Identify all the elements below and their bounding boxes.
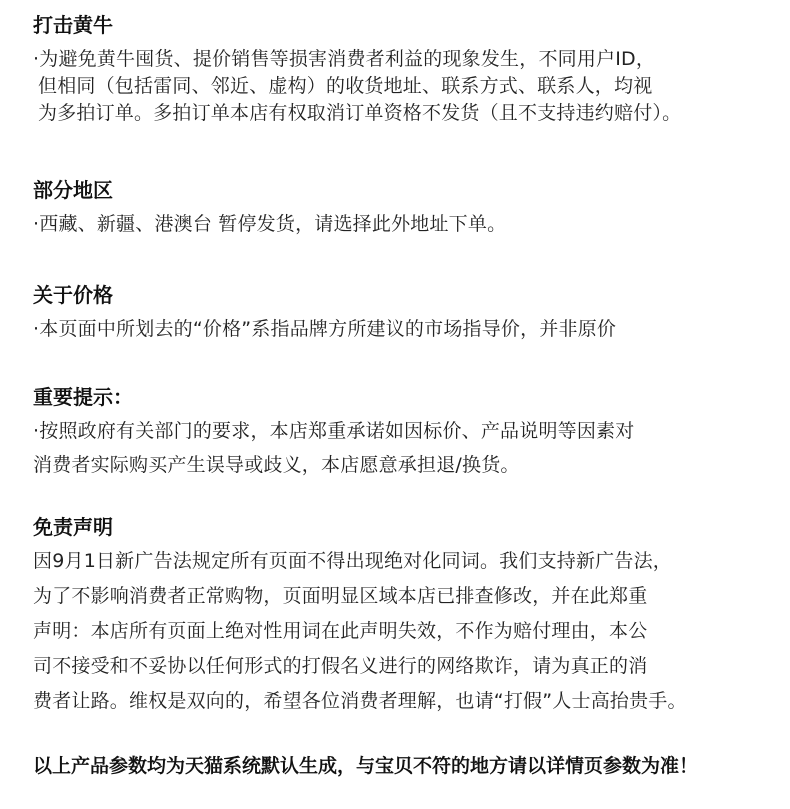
- footer-note: 以上产品参数均为天猫系统默认生成，与宝贝不符的地方请以详情页参数为准！: [33, 755, 699, 777]
- notice-section-title: 重要提示：: [33, 385, 133, 409]
- disclaimer-section-title: 免责声明: [33, 515, 113, 539]
- notice-line-2: 消费者实际购买产生误导或歧义，本店愿意承担退/换货。: [33, 454, 520, 476]
- scalper-line-1: ·为避免黄牛囤货、提价销售等损害消费者利益的现象发生，不同用户ID，: [33, 48, 656, 70]
- scalper-line-2: 但相同（包括雷同、邻近、虚构）的收货地址、联系方式、联系人，均视: [38, 75, 653, 97]
- region-line-1: ·西藏、新疆、港澳台 暂停发货，请选择此外地址下单。: [33, 213, 507, 235]
- notice-line-1: ·按照政府有关部门的要求，本店郑重承诺如因标价、产品说明等因素对: [33, 420, 635, 442]
- scalper-line-3: 为多拍订单。多拍订单本店有权取消订单资格不发货（且不支持违约赔付）。: [38, 102, 682, 124]
- disclaimer-line-3: 声明：本店所有页面上绝对性用词在此声明失效，不作为赔付理由，本公: [33, 620, 648, 642]
- price-line-1: ·本页面中所划去的“价格”系指品牌方所建议的市场指导价，并非原价: [33, 318, 617, 340]
- scalper-section-title: 打击黄牛: [33, 13, 113, 37]
- region-section-title: 部分地区: [33, 178, 113, 202]
- disclaimer-line-4: 司不接受和不妥协以任何形式的打假名义进行的网络欺诈，请为真正的消: [33, 655, 648, 677]
- disclaimer-line-1: 因9月1日新广告法规定所有页面不得出现绝对化同词。我们支持新广告法，: [33, 550, 672, 572]
- price-section-title: 关于价格: [33, 283, 113, 307]
- disclaimer-line-2: 为了不影响消费者正常购物，页面明显区域本店已排查修改，并在此郑重: [33, 585, 648, 607]
- disclaimer-line-5: 费者让路。维权是双向的，希望各位消费者理解，也请“打假”人士高抬贵手。: [33, 690, 687, 712]
